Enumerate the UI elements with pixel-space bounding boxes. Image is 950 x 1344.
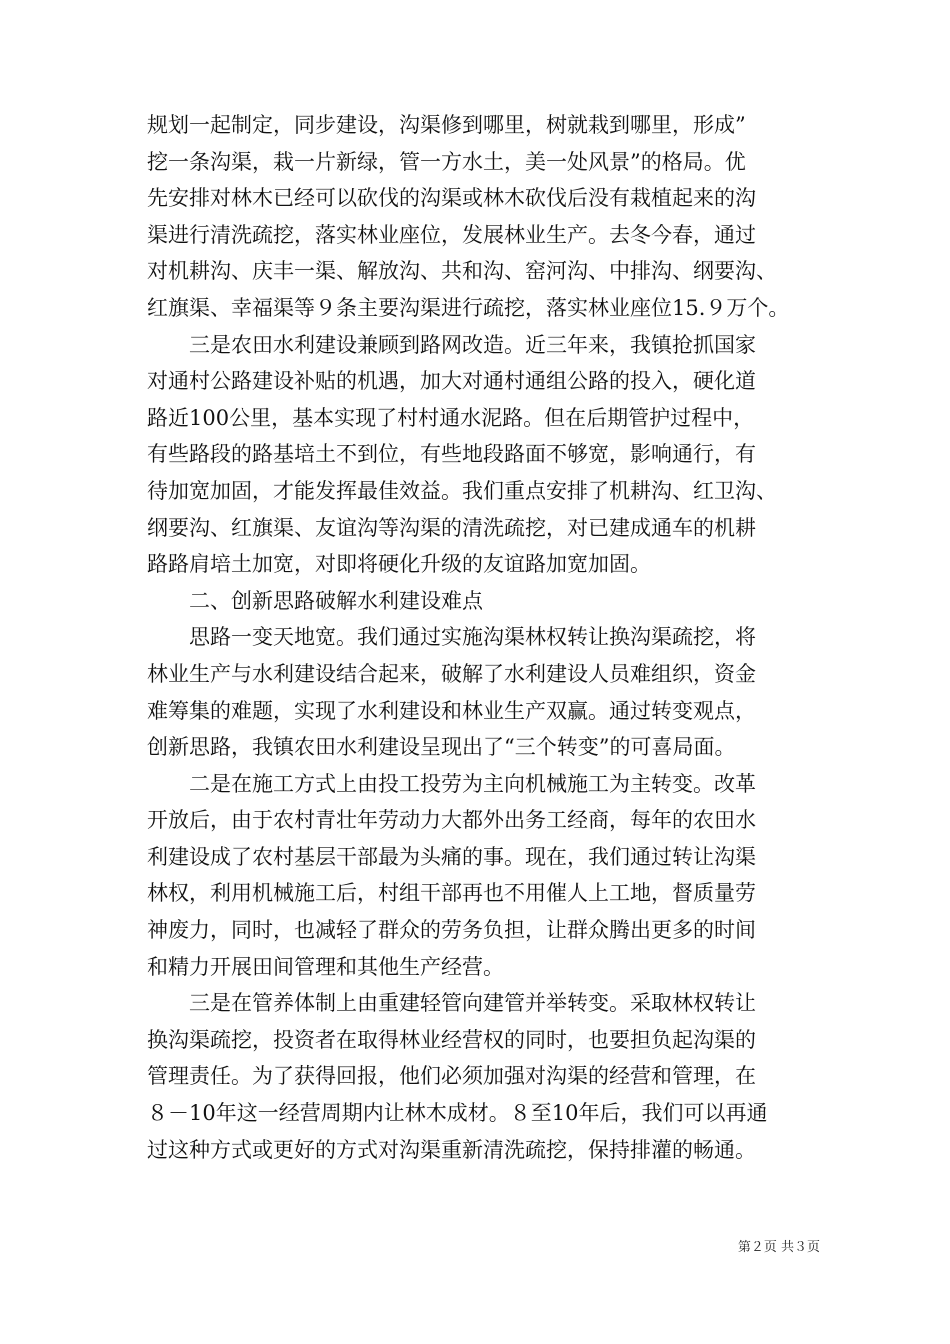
section-heading: 二、创新思路破解水利建设难点 [189, 588, 483, 613]
text-line: 林业生产与水利建设结合起来，破解了水利建设人员难组织，资金 [147, 661, 756, 686]
text-line: 有些路段的路基培土不到位，有些地段路面不够宽，影响通行，有 [147, 442, 756, 467]
text-line: 创新思路，我镇农田水利建设呈现出了“三个转变”的可喜局面。 [147, 735, 736, 760]
text-line: 先安排对林木已经可以砍伐的沟渠或林木砍伐后没有栽植起来的沟 [147, 186, 756, 211]
paragraph-start-line: 思路一变天地宽。我们通过实施沟渠林权转让换沟渠疏挖，将 [189, 625, 756, 650]
text-line: 和精力开展田间管理和其他生产经营。 [147, 954, 504, 979]
text-line: 挖一条沟渠，栽一片新绿，管一方水土，美一处风景”的格局。优 [147, 149, 746, 174]
text-line: 规划一起制定，同步建设，沟渠修到哪里，树就栽到哪里，形成” [147, 113, 746, 137]
text-line: 对机耕沟、庆丰一渠、解放沟、共和沟、窑河沟、中排沟、纲要沟、 [147, 259, 777, 284]
text-line: 利建设成了农村基层干部最为头痛的事。现在，我们通过转让沟渠 [147, 844, 756, 869]
text-line: 路路肩培土加宽，对即将硬化升级的友谊路加宽加固。 [147, 552, 651, 577]
text-line: ８－10年这一经营周期内让林木成材。８至10年后，我们可以再通 [147, 1101, 768, 1126]
text-line: 纲要沟、红旗渠、友谊沟等沟渠的清洗疏挖，对已建成通车的机耕 [147, 515, 756, 540]
text-line: 林权，利用机械施工后，村组干部再也不用催人上工地，督质量劳 [147, 881, 756, 906]
text-line: 路近100公里，基本实现了村村通水泥路。但在后期管护过程中， [147, 405, 755, 430]
paragraph-start-line: 二是在施工方式上由投工投劳为主向机械施工为主转变。改革 [189, 771, 756, 796]
paragraph-start-line: 三是农田水利建设兼顾到路网改造。近三年来，我镇抢抓国家 [189, 332, 756, 357]
text-line: 红旗渠、幸福渠等９条主要沟渠进行疏挖，落实林业座位15.９万个。 [147, 295, 790, 320]
paragraph-start-line: 三是在管养体制上由重建轻管向建管并举转变。采取林权转让 [189, 991, 756, 1016]
text-line: 难筹集的难题，实现了水利建设和林业生产双赢。通过转变观点， [147, 698, 756, 723]
page-number: 第２页 共３页 [737, 1240, 820, 1255]
text-line: 神废力，同时，也减轻了群众的劳务负担，让群众腾出更多的时间 [147, 918, 756, 943]
text-line: 过这种方式或更好的方式对沟渠重新清洗疏挖，保持排灌的畅通。 [147, 1137, 756, 1162]
text-line: 开放后，由于农村青壮年劳动力大都外出务工经商，每年的农田水 [147, 808, 756, 833]
text-line: 待加宽加固，才能发挥最佳效益。我们重点安排了机耕沟、红卫沟、 [147, 478, 777, 503]
text-line: 管理责任。为了获得回报，他们必须加强对沟渠的经营和管理，在 [147, 1064, 756, 1089]
text-line: 换沟渠疏挖，投资者在取得林业经营权的同时，也要担负起沟渠的 [147, 1027, 756, 1052]
text-line: 渠进行清洗疏挖，落实林业座位，发展林业生产。去冬今春，通过 [147, 222, 756, 247]
text-line: 对通村公路建设补贴的机遇，加大对通村通组公路的投入，硬化道 [147, 369, 756, 394]
document-body [147, 107, 812, 1168]
